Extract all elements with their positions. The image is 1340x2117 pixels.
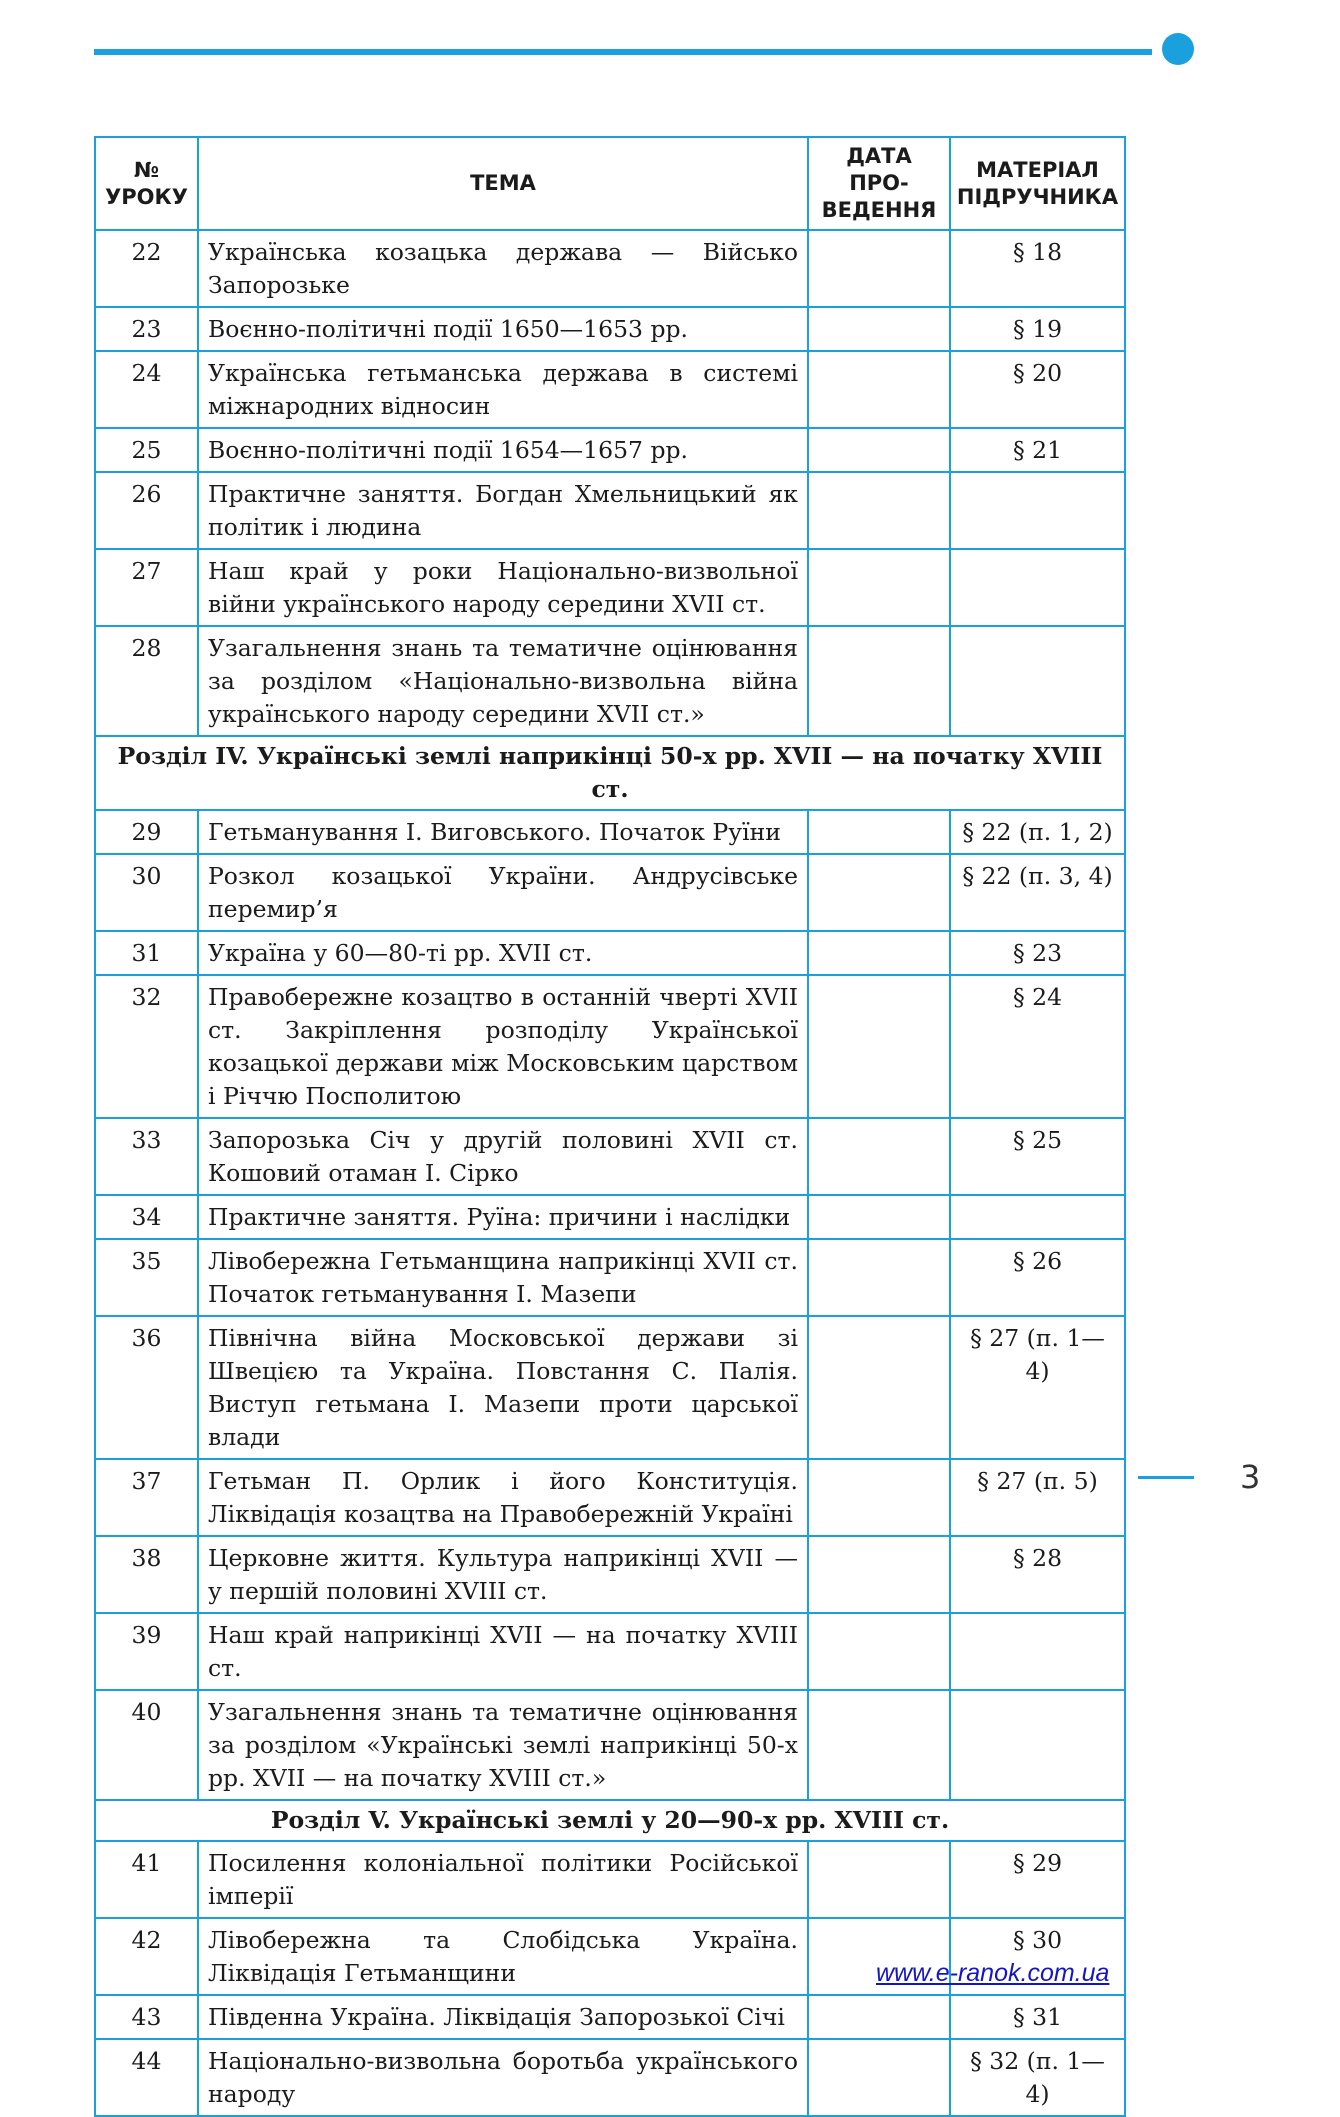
header-date-label: ДАТА ПРОВЕДЕННЯ [821, 144, 937, 222]
lesson-number-cell: 40 [95, 1690, 198, 1800]
topic-cell: Узагальнення знань та тематичне оцінювання за розділом «Українські землі наприкінці 50-х рр. XVII — на початку XVIII ст.» [198, 1690, 808, 1800]
table-row [95, 307, 1125, 351]
date-cell [808, 975, 950, 1118]
material-cell [950, 472, 1125, 549]
table-row [95, 1536, 1125, 1613]
lesson-number-cell: 24 [95, 351, 198, 428]
header-topic-label: ТЕМА [470, 171, 536, 195]
date-cell [808, 1536, 950, 1613]
lesson-number-cell: 43 [95, 1995, 198, 2039]
lesson-number-cell: 26 [95, 472, 198, 549]
table-row [95, 626, 1125, 736]
table-row [95, 931, 1125, 975]
date-cell [808, 230, 950, 307]
topic-cell: Практичне заняття. Богдан Хмельницький як політик і людина [198, 472, 808, 549]
material-cell: § 24 [950, 975, 1125, 1118]
material-cell: § 19 [950, 307, 1125, 351]
lesson-number-cell: 44 [95, 2039, 198, 2116]
header-material-label: МАТЕРІАЛ ПІДРУЧНИКА [956, 157, 1119, 209]
date-cell [808, 428, 950, 472]
table-row [95, 2039, 1125, 2116]
section-heading: Розділ V. Українські землі у 20—90-х рр. XVIII ст. [95, 1800, 1125, 1841]
material-cell [950, 1613, 1125, 1690]
material-cell: § 28 [950, 1536, 1125, 1613]
date-cell [808, 1613, 950, 1690]
page-number: 3 [1240, 1458, 1261, 1496]
table-row [95, 810, 1125, 854]
table-row [95, 1613, 1125, 1690]
table-row [95, 351, 1125, 428]
table-row [95, 1995, 1125, 2039]
lesson-number-cell: 32 [95, 975, 198, 1118]
date-cell [808, 1690, 950, 1800]
section-heading: Розділ IV. Українські землі наприкінці 50-х рр. XVII — на початку XVIII ст. [95, 736, 1125, 810]
topic-cell: Запорозька Січ у другій половині XVII ст. Кошовий отаман І. Сірко [198, 1118, 808, 1195]
date-cell [808, 1316, 950, 1459]
table-row [95, 1118, 1125, 1195]
lesson-number-cell: 23 [95, 307, 198, 351]
table-row [95, 1459, 1125, 1536]
header-lesson-number [95, 137, 198, 230]
topic-cell: Воєнно-політичні події 1650—1653 рр. [198, 307, 808, 351]
table-row [95, 549, 1125, 626]
table-row [95, 428, 1125, 472]
section-heading-row [95, 736, 1125, 810]
material-cell: § 31 [950, 1995, 1125, 2039]
date-cell [808, 351, 950, 428]
header-lesson-number-label: № УРОКУ [105, 157, 188, 209]
date-cell [808, 549, 950, 626]
topic-cell: Гетьман П. Орлик і його Конституція. Ліквідація козацтва на Правобережній Україні [198, 1459, 808, 1536]
topic-cell: Українська козацька держава — Військо Запорозьке [198, 230, 808, 307]
topic-cell: Лівобережна Гетьманщина наприкінці XVII ст. Початок гетьманування І. Мазепи [198, 1239, 808, 1316]
lesson-number-cell: 41 [95, 1841, 198, 1918]
lesson-number-cell: 22 [95, 230, 198, 307]
date-cell [808, 626, 950, 736]
lesson-number-cell: 34 [95, 1195, 198, 1239]
material-cell: § 20 [950, 351, 1125, 428]
page-number-rule [1138, 1476, 1194, 1479]
table-row [95, 1316, 1125, 1459]
topic-cell: Північна війна Московської держави зі Швецією та Україна. Повстання С. Палія. Виступ гетьмана І. Мазепи проти царської влади [198, 1316, 808, 1459]
date-cell [808, 2039, 950, 2116]
material-cell: § 26 [950, 1239, 1125, 1316]
section-heading-row [95, 1800, 1125, 1841]
topic-cell: Правобережне козацтво в останній чверті XVII ст. Закріплення розподілу Української козацької держави між Московським царством і Річчю Посполитою [198, 975, 808, 1118]
material-cell: § 32 (п. 1—4) [950, 2039, 1125, 2116]
material-cell [950, 1690, 1125, 1800]
topic-cell: Південна Україна. Ліквідація Запорозької Січі [198, 1995, 808, 2039]
lesson-number-cell: 33 [95, 1118, 198, 1195]
date-cell [808, 854, 950, 931]
topic-cell: Посилення колоніальної політики Російської імперії [198, 1841, 808, 1918]
topic-cell: Лівобережна та Слобідська Україна. Ліквідація Гетьманщини [198, 1918, 808, 1995]
material-cell: § 30 [950, 1918, 1125, 1995]
topic-cell: Практичне заняття. Руїна: причини і наслідки [198, 1195, 808, 1239]
material-cell: § 22 (п. 1, 2) [950, 810, 1125, 854]
date-cell [808, 1841, 950, 1918]
date-cell [808, 472, 950, 549]
lesson-number-cell: 37 [95, 1459, 198, 1536]
date-cell [808, 1118, 950, 1195]
header-date [808, 137, 950, 230]
material-cell [950, 549, 1125, 626]
topic-cell: Національно-визвольна боротьба українського народу [198, 2039, 808, 2116]
lesson-number-cell: 35 [95, 1239, 198, 1316]
date-cell [808, 307, 950, 351]
topic-cell: Наш край наприкінці XVII — на початку XVIII ст. [198, 1613, 808, 1690]
table-row [95, 1690, 1125, 1800]
topic-cell: Узагальнення знань та тематичне оцінювання за розділом «Національно-визвольна війна українського народу середини XVII ст.» [198, 626, 808, 736]
material-cell: § 25 [950, 1118, 1125, 1195]
top-dot [1162, 33, 1194, 65]
topic-cell: Українська гетьманська держава в системі міжнародних відносин [198, 351, 808, 428]
date-cell [808, 1995, 950, 2039]
header-topic [198, 137, 808, 230]
lesson-number-cell: 28 [95, 626, 198, 736]
lesson-number-cell: 30 [95, 854, 198, 931]
top-rule [94, 49, 1152, 55]
lesson-number-cell: 42 [95, 1918, 198, 1995]
topic-cell: Розкол козацької України. Андрусівське перемир’я [198, 854, 808, 931]
lesson-number-cell: 31 [95, 931, 198, 975]
table-row [95, 854, 1125, 931]
lesson-number-cell: 25 [95, 428, 198, 472]
lesson-number-cell: 29 [95, 810, 198, 854]
topic-cell: Гетьманування І. Виговського. Початок Руїни [198, 810, 808, 854]
material-cell: § 18 [950, 230, 1125, 307]
material-cell: § 21 [950, 428, 1125, 472]
material-cell: § 27 (п. 1—4) [950, 1316, 1125, 1459]
date-cell [808, 1195, 950, 1239]
topic-cell: Воєнно-політичні події 1654—1657 рр. [198, 428, 808, 472]
topic-cell: Україна у 60—80-ті рр. XVII ст. [198, 931, 808, 975]
lesson-number-cell: 38 [95, 1536, 198, 1613]
table-row [95, 975, 1125, 1118]
topic-cell: Церковне життя. Культура наприкінці XVII — у першій половині XVIII ст. [198, 1536, 808, 1613]
material-cell: § 29 [950, 1841, 1125, 1918]
lesson-number-cell: 27 [95, 549, 198, 626]
table-body [95, 230, 1125, 2116]
date-cell [808, 810, 950, 854]
date-cell [808, 1459, 950, 1536]
table-row [95, 1841, 1125, 1918]
material-cell [950, 1195, 1125, 1239]
header-material [950, 137, 1125, 230]
lesson-number-cell: 39 [95, 1613, 198, 1690]
lesson-plan-table [94, 136, 1126, 2117]
lesson-number-cell: 36 [95, 1316, 198, 1459]
material-cell: § 27 (п. 5) [950, 1459, 1125, 1536]
date-cell [808, 931, 950, 975]
table-row [95, 1195, 1125, 1239]
table-header-row [95, 137, 1125, 230]
material-cell: § 23 [950, 931, 1125, 975]
table-row [95, 1239, 1125, 1316]
table-row [95, 472, 1125, 549]
material-cell: § 22 (п. 3, 4) [950, 854, 1125, 931]
topic-cell: Наш край у роки Національно-визвольної війни українського народу середини XVII ст. [198, 549, 808, 626]
table-row [95, 230, 1125, 307]
footer-link[interactable]: www.e-ranok.com.ua [876, 1959, 1110, 1987]
date-cell [808, 1239, 950, 1316]
material-cell [950, 626, 1125, 736]
